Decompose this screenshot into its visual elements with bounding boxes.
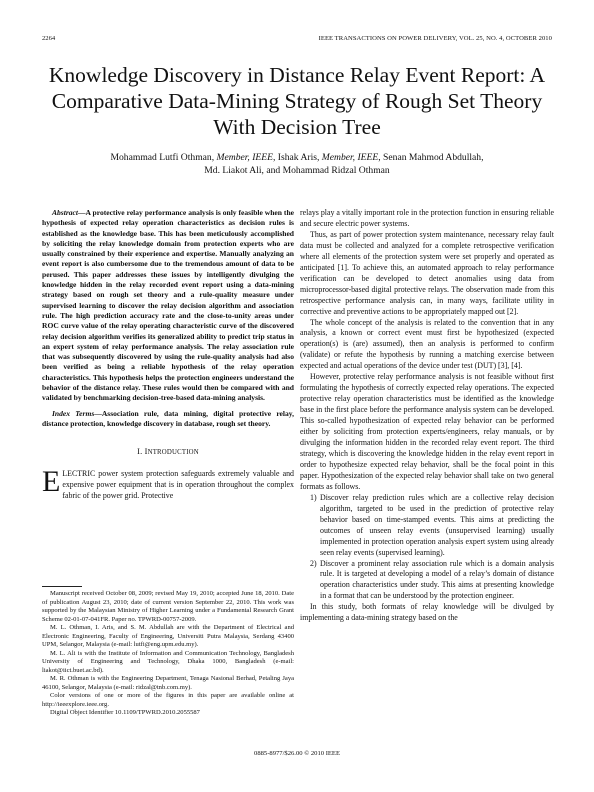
footnotes (42, 590, 294, 718)
footnote-color: Color versions of one or more of the figures in this paper are available online at http://ieeexplore.ieee.org. (42, 692, 294, 708)
copyright-footer: 0885-8977/$26.00 © 2010 IEEE (254, 750, 340, 757)
body-paragraph: In this study, both formats of relay knowledge will be divulged by implementing a data-mining strategy based on the (300, 602, 554, 623)
footnote-affiliation-1: M. L. Othman, I. Aris, and S. M. Abdullah are with the Department of Electrical and Electronic Engineering, Faculty of Engineering, Universiti Putra Malaysia, Serdang 43400 UPM, Selangor, Malaysia (e-mail: lutfi@eng.upm.edu.my). (42, 624, 294, 648)
list-item: 2) Discover a prominent relay association rule which is a domain analysis rule. It is targeted at developing a model of a relay’s domain of distance operation characteristics under study. This aims at presenting knowledge in a format that can be understood by the protection engineer. (310, 558, 554, 601)
author-2: , Ishak Aris, (273, 152, 322, 163)
author-list (40, 152, 554, 177)
index-terms-label: Index Terms (52, 408, 95, 418)
index-terms (42, 409, 294, 430)
author-3: , Senan Mahmod Abdullah, (378, 152, 484, 163)
footnote-rule (42, 586, 82, 587)
body-paragraph: relays play a vitally important role in the protection function in ensuring reliable and secure electric power systems. (300, 208, 554, 228)
section-heading-introduction: I. INTRODUCTION (137, 447, 199, 457)
author-line-2: Md. Liakot Ali, and Mohammad Ridzal Othman (204, 164, 390, 176)
author-1-role: Member, IEEE (216, 152, 273, 163)
numbered-list (300, 493, 554, 603)
author-1: Mohammad Lutfi Othman, (110, 152, 217, 163)
abstract-text: —A protective relay performance analysis is only feasible when the hypothesis of expected relay operation characteristics as decision rules is established as the knowledge base. This has been meticulously accomplished by soliciting the relay knowledge domain from protection experts who are usually constrained by their experience and expertise. Manually analyzing an event report is also cumbersome due to the tremendous amount of data to be perused. This paper addresses these issues by intelligently divulging the knowledge hidden in the relay recorded event report using a data-mining strategy based on rough set theory and a rule-quality measure under supervised learning to discover the relay decision algorithm and association rule. The high prediction accuracy rate and the close-to-unity areas under ROC curve value of the relay operating characteristic curve of the discovered relay decision algorithm verifies its generalized ability to predict trip status in an expert system of relay performance analysis. The relay association rule that was subsequently discovered by using the rule-quality analysis had also been verified as being a reliable hypothesis of the relay operation characteristics. This hypothesis helps the protection engineers understand the behavior of the distance relay. These rules would then be compared with and validated by benchmarking decision-tree-based data-mining analysis. (42, 208, 294, 403)
footnote-doi: Digital Object Identifier 10.1109/TPWRD.2010.2055587 (50, 709, 200, 716)
abstract (42, 208, 294, 404)
footnote-manuscript: Manuscript received October 08, 2009; revised May 19, 2010; accepted June 18, 2010. Date of publication August 23, 2010; date of current version September 22, 2010. This work was supported by the Malaysian Ministry of Higher Learning under a Fundamental Research Grant Scheme 02-01-07-041FR. Paper no. TPWRD-00757-2009. (42, 590, 294, 623)
right-column (300, 208, 554, 624)
left-column (42, 208, 294, 502)
author-line-1 (40, 152, 554, 165)
body-paragraph: The whole concept of the analysis is related to the convention that in any analysis, a known or correct event must first be hypothesized (expected operation(s) is (are) assumed), then an analysis is performed to confirm (validate) or refute the hypothesis by running a matching exercise between expected and actual operations of the device under test (DUT) [3], [4]. (300, 317, 554, 371)
page-number: 2264 (42, 35, 56, 42)
journal-header: IEEE TRANSACTIONS ON POWER DELIVERY, VOL. 25, NO. 4, OCTOBER 2010 (318, 35, 552, 42)
footnote-affiliation-2: M. L. Ali is with the Institute of Information and Communication Technology, Bangladesh University of Engineering and Technology, Dhaka 1000, Bangladesh (e-mail: liakot@iict.buet.ac.bd). (42, 649, 294, 674)
intro-paragraph: ELECTRIC power system protection safeguards extremely valuable and expensive power equipment that is in operation throughout the complex fabric of the power grid. Protective (42, 465, 294, 501)
paper-title: Knowledge Discovery in Distance Relay Event Report: A Comparative Data-Mining Strategy of Rough Set Theory With Decision Tree (48, 63, 546, 139)
abstract-label: Abstract (52, 208, 78, 217)
body-paragraph: However, protective relay performance analysis is not feasible without first formulating the hypothesis of correctly expected relay operations. The expected protective relay operation characteristics must be identified as the knowledge base in the first place before the performance analysis system can be developed. This so-called hypothesization of expected relay behavior can be performed either by soliciting from protection experts/engineers, relay manuals, or by divulging the information hidden in the recorded relay event report. The third strategy, which is discovering the knowledge hidden in the relay event report in order to hypothesize expected relay behavior, shall be the focal point in this paper. Hypothesization of the expected relay behavior shall take on two general formats as follows. (300, 372, 554, 491)
index-terms-text: —Association rule, data mining, digital protective relay, distance protection, knowledge discovery in database, rough set theory. (42, 408, 294, 428)
drop-cap: E (42, 465, 61, 499)
list-item: 1) Discover relay prediction rules which are a collective relay decision algorithm, targeted to be used in the prediction of protective relay behavior based on time-stamped events. This aims at predicting the outcomes of unseen relay events (unsupervised learning) usually implemented in protection operation analysis expert system using already seen relay events (supervised learning). (310, 492, 554, 557)
body-paragraph: Thus, as part of power protection system maintenance, necessary relay fault data must be collected and analyzed for a complete retrospective verification where all elements of the protection system were set properly and operated as anticipated [1]. To achieve this, an automated approach to relay performance verification can be developed to detect anomalies using data from microprocessor-based digital protective relays. The observation made from this retrospective performance analysis can, in many ways, facilitate utility in corrective and preventive actions to be appropriately mapped out [2]. (300, 229, 554, 316)
footnote-affiliation-3: M. R. Othman is with the Engineering Department, Tenaga Nasional Berhad, Petaling Jaya 46100, Selangor, Malaysia (e-mail: ridzal@tnb.com.my). (42, 675, 294, 691)
author-2-role: Member, IEEE (321, 152, 379, 163)
